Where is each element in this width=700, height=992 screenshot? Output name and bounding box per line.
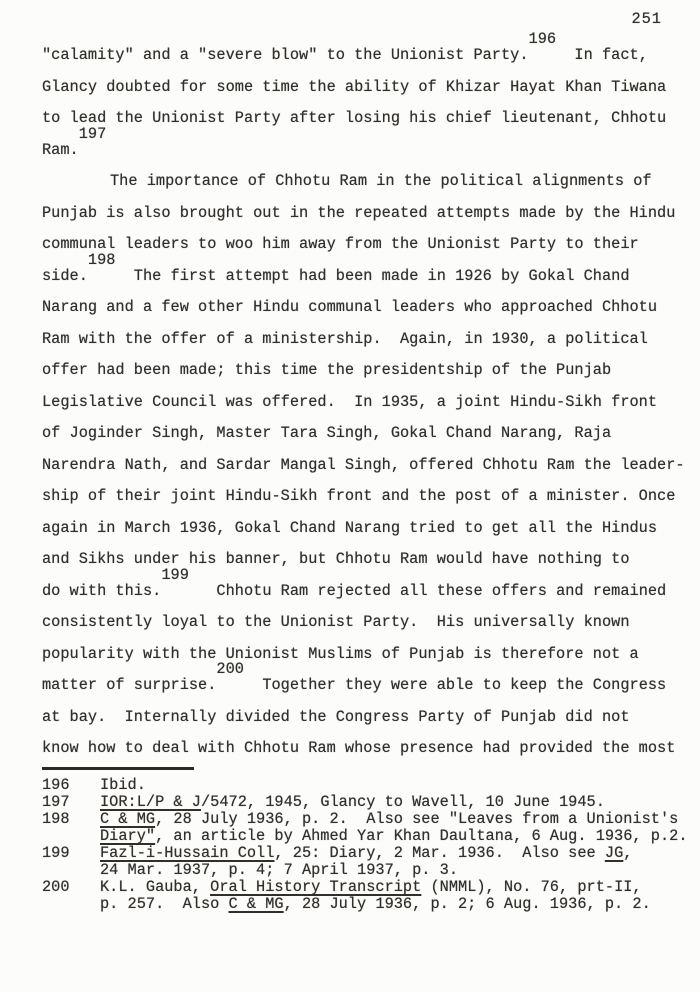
text-segment: Glancy doubted for some time the ability of Khizar Hayat Khan Tiwana bbox=[42, 77, 667, 96]
footnote-line bbox=[100, 794, 694, 811]
body-line bbox=[42, 481, 692, 513]
text-segment: The importance of Chhotu Ram in the political alignments of bbox=[110, 172, 652, 190]
footnote-line bbox=[100, 862, 694, 879]
text-segment: , 28 July 1936, p. 2; 6 Aug. 1936, p. 2. bbox=[283, 895, 651, 913]
text-segment: Narendra Nath, and Sardar Mangal Singh, offered Chhotu Ram the leader- bbox=[42, 455, 685, 474]
body-line bbox=[42, 450, 692, 482]
text-segment: 24 Mar. 1937, p. 4; 7 April 1937, p. 3. bbox=[100, 861, 459, 879]
body-line bbox=[42, 103, 692, 135]
text-segment: Punjab is also brought out in the repeated attempts made by the Hindu bbox=[42, 203, 676, 222]
text-segment: offer had been made; this time the presidentship of the Punjab bbox=[42, 361, 612, 379]
body-line bbox=[42, 387, 692, 419]
text-segment: popularity with the Unionist Muslims of Punjab is therefore not a bbox=[42, 644, 639, 663]
page-number: 251 bbox=[631, 10, 662, 28]
underlined-citation: C & MG bbox=[228, 895, 284, 913]
body-line bbox=[42, 229, 692, 261]
body-line bbox=[42, 166, 692, 198]
body-line bbox=[42, 565, 692, 608]
text-segment: (NMML), No. 76, prt-II, bbox=[421, 878, 642, 896]
footnote-ref: 198 bbox=[87, 250, 116, 269]
text-segment: Together they were able to keep the Congress bbox=[243, 676, 667, 694]
paragraph bbox=[42, 166, 692, 765]
body-text bbox=[42, 30, 692, 765]
footnote-number: 196 bbox=[42, 776, 70, 794]
text-segment: side. bbox=[42, 266, 88, 285]
footnote-ref: 196 bbox=[528, 30, 557, 48]
text-segment: "calamity" and a "severe blow" to the Unionist Party. bbox=[42, 46, 529, 64]
text-segment: Ram with the offer of a ministership. Again, in 1930, a political bbox=[42, 329, 648, 348]
text-segment: again in March 1936, Gokal Chand Narang tried to get all the Hindus bbox=[42, 518, 658, 537]
body-line bbox=[42, 418, 692, 450]
footnote-number: 198 bbox=[42, 810, 70, 828]
footnote-ref: 200 bbox=[216, 660, 244, 678]
text-segment: at bay. Internally divided the Congress Party of Punjab did not bbox=[42, 707, 630, 726]
text-segment: Chhotu Ram rejected all these offers and remained bbox=[188, 581, 667, 600]
footnote-number: 197 bbox=[42, 793, 70, 811]
text-segment: of Joginder Singh, Master Tara Singh, Gokal Chand Narang, Raja bbox=[42, 424, 612, 442]
footnote-line bbox=[100, 845, 694, 862]
text-segment: The first attempt had been made in 1926 by Gokal Chand bbox=[115, 266, 630, 285]
footnote-line bbox=[100, 811, 694, 828]
text-segment: to lead the Unionist Party after losing his chief lieutenant, Chhotu bbox=[42, 109, 667, 127]
footnote-line bbox=[100, 828, 694, 845]
text-segment: , 25: Diary, 2 Mar. 1936. Also see bbox=[274, 844, 605, 862]
body-line bbox=[42, 324, 692, 356]
underlined-citation: IOR:L/P & J bbox=[100, 793, 201, 811]
body-line bbox=[42, 72, 692, 104]
text-segment: Legislative Council was offered. In 1935, a joint Hindu-Sikh front bbox=[42, 392, 658, 411]
text-segment: Ram. bbox=[42, 140, 79, 159]
text-segment: , an article by Ahmed Yar Khan Daultana, 6 Aug. 1936, p.2. bbox=[155, 827, 688, 845]
text-segment: do with this. bbox=[42, 581, 162, 600]
body-line bbox=[42, 544, 692, 576]
text-segment: know how to deal with Chhotu Ram whose presence had provided the most bbox=[42, 739, 676, 757]
footnotes-section bbox=[42, 777, 694, 913]
text-segment: consistently loyal to the Unionist Party. His universally known bbox=[42, 613, 630, 631]
text-segment: matter of surprise. bbox=[42, 676, 217, 694]
footnote-item bbox=[42, 879, 694, 913]
footnote-item bbox=[42, 811, 694, 845]
body-line bbox=[42, 660, 692, 702]
body-line bbox=[42, 124, 692, 167]
body-line bbox=[42, 292, 692, 324]
footnote-item bbox=[42, 777, 694, 794]
underlined-citation: JG bbox=[604, 844, 624, 862]
body-line bbox=[42, 250, 692, 293]
text-segment: K.L. Gauba, bbox=[100, 878, 211, 896]
body-line bbox=[42, 513, 692, 545]
footnote-item bbox=[42, 845, 694, 879]
footnote-ref: 197 bbox=[78, 124, 107, 143]
footnote-ref: 199 bbox=[161, 565, 189, 584]
text-segment: ship of their joint Hindu-Sikh front and the post of a minister. Once bbox=[42, 487, 676, 505]
footnote-number: 200 bbox=[42, 878, 70, 896]
footnote-line bbox=[100, 896, 694, 913]
underlined-citation: Diary" bbox=[100, 827, 156, 845]
footnote-separator bbox=[42, 767, 194, 770]
paragraph bbox=[42, 30, 692, 166]
underlined-citation: Fazl-i-Hussain Coll bbox=[100, 844, 275, 862]
text-segment: communal leaders to woo him away from the Unionist Party to their bbox=[42, 235, 639, 253]
underlined-citation: Oral History Transcript bbox=[210, 878, 422, 896]
text-segment: p. 257. Also bbox=[100, 895, 229, 913]
footnote-number: 199 bbox=[42, 844, 70, 862]
text-segment: In fact, bbox=[556, 46, 648, 64]
footnote-line bbox=[100, 777, 694, 794]
text-segment: and Sikhs under his banner, but Chhotu Ram would have nothing to bbox=[42, 550, 630, 568]
body-line bbox=[42, 607, 692, 639]
text-segment: /5472, 1945, Glancy to Wavell, 10 June 1945. bbox=[200, 793, 605, 811]
footnote-line bbox=[100, 879, 694, 896]
text-segment: Narang and a few other Hindu communal leaders who approached Chhotu bbox=[42, 298, 658, 316]
body-line bbox=[42, 198, 692, 230]
text-segment: , 28 July 1936, p. 2. Also see "Leaves from a Unionist's bbox=[155, 810, 679, 828]
underlined-citation: C & MG bbox=[100, 810, 156, 828]
body-line bbox=[42, 30, 692, 72]
text-segment: , bbox=[623, 844, 633, 862]
body-line bbox=[42, 733, 692, 765]
text-segment: Ibid. bbox=[100, 776, 146, 794]
body-line bbox=[42, 702, 692, 734]
footnote-item bbox=[42, 794, 694, 811]
body-line bbox=[42, 639, 692, 671]
body-line bbox=[42, 355, 692, 387]
